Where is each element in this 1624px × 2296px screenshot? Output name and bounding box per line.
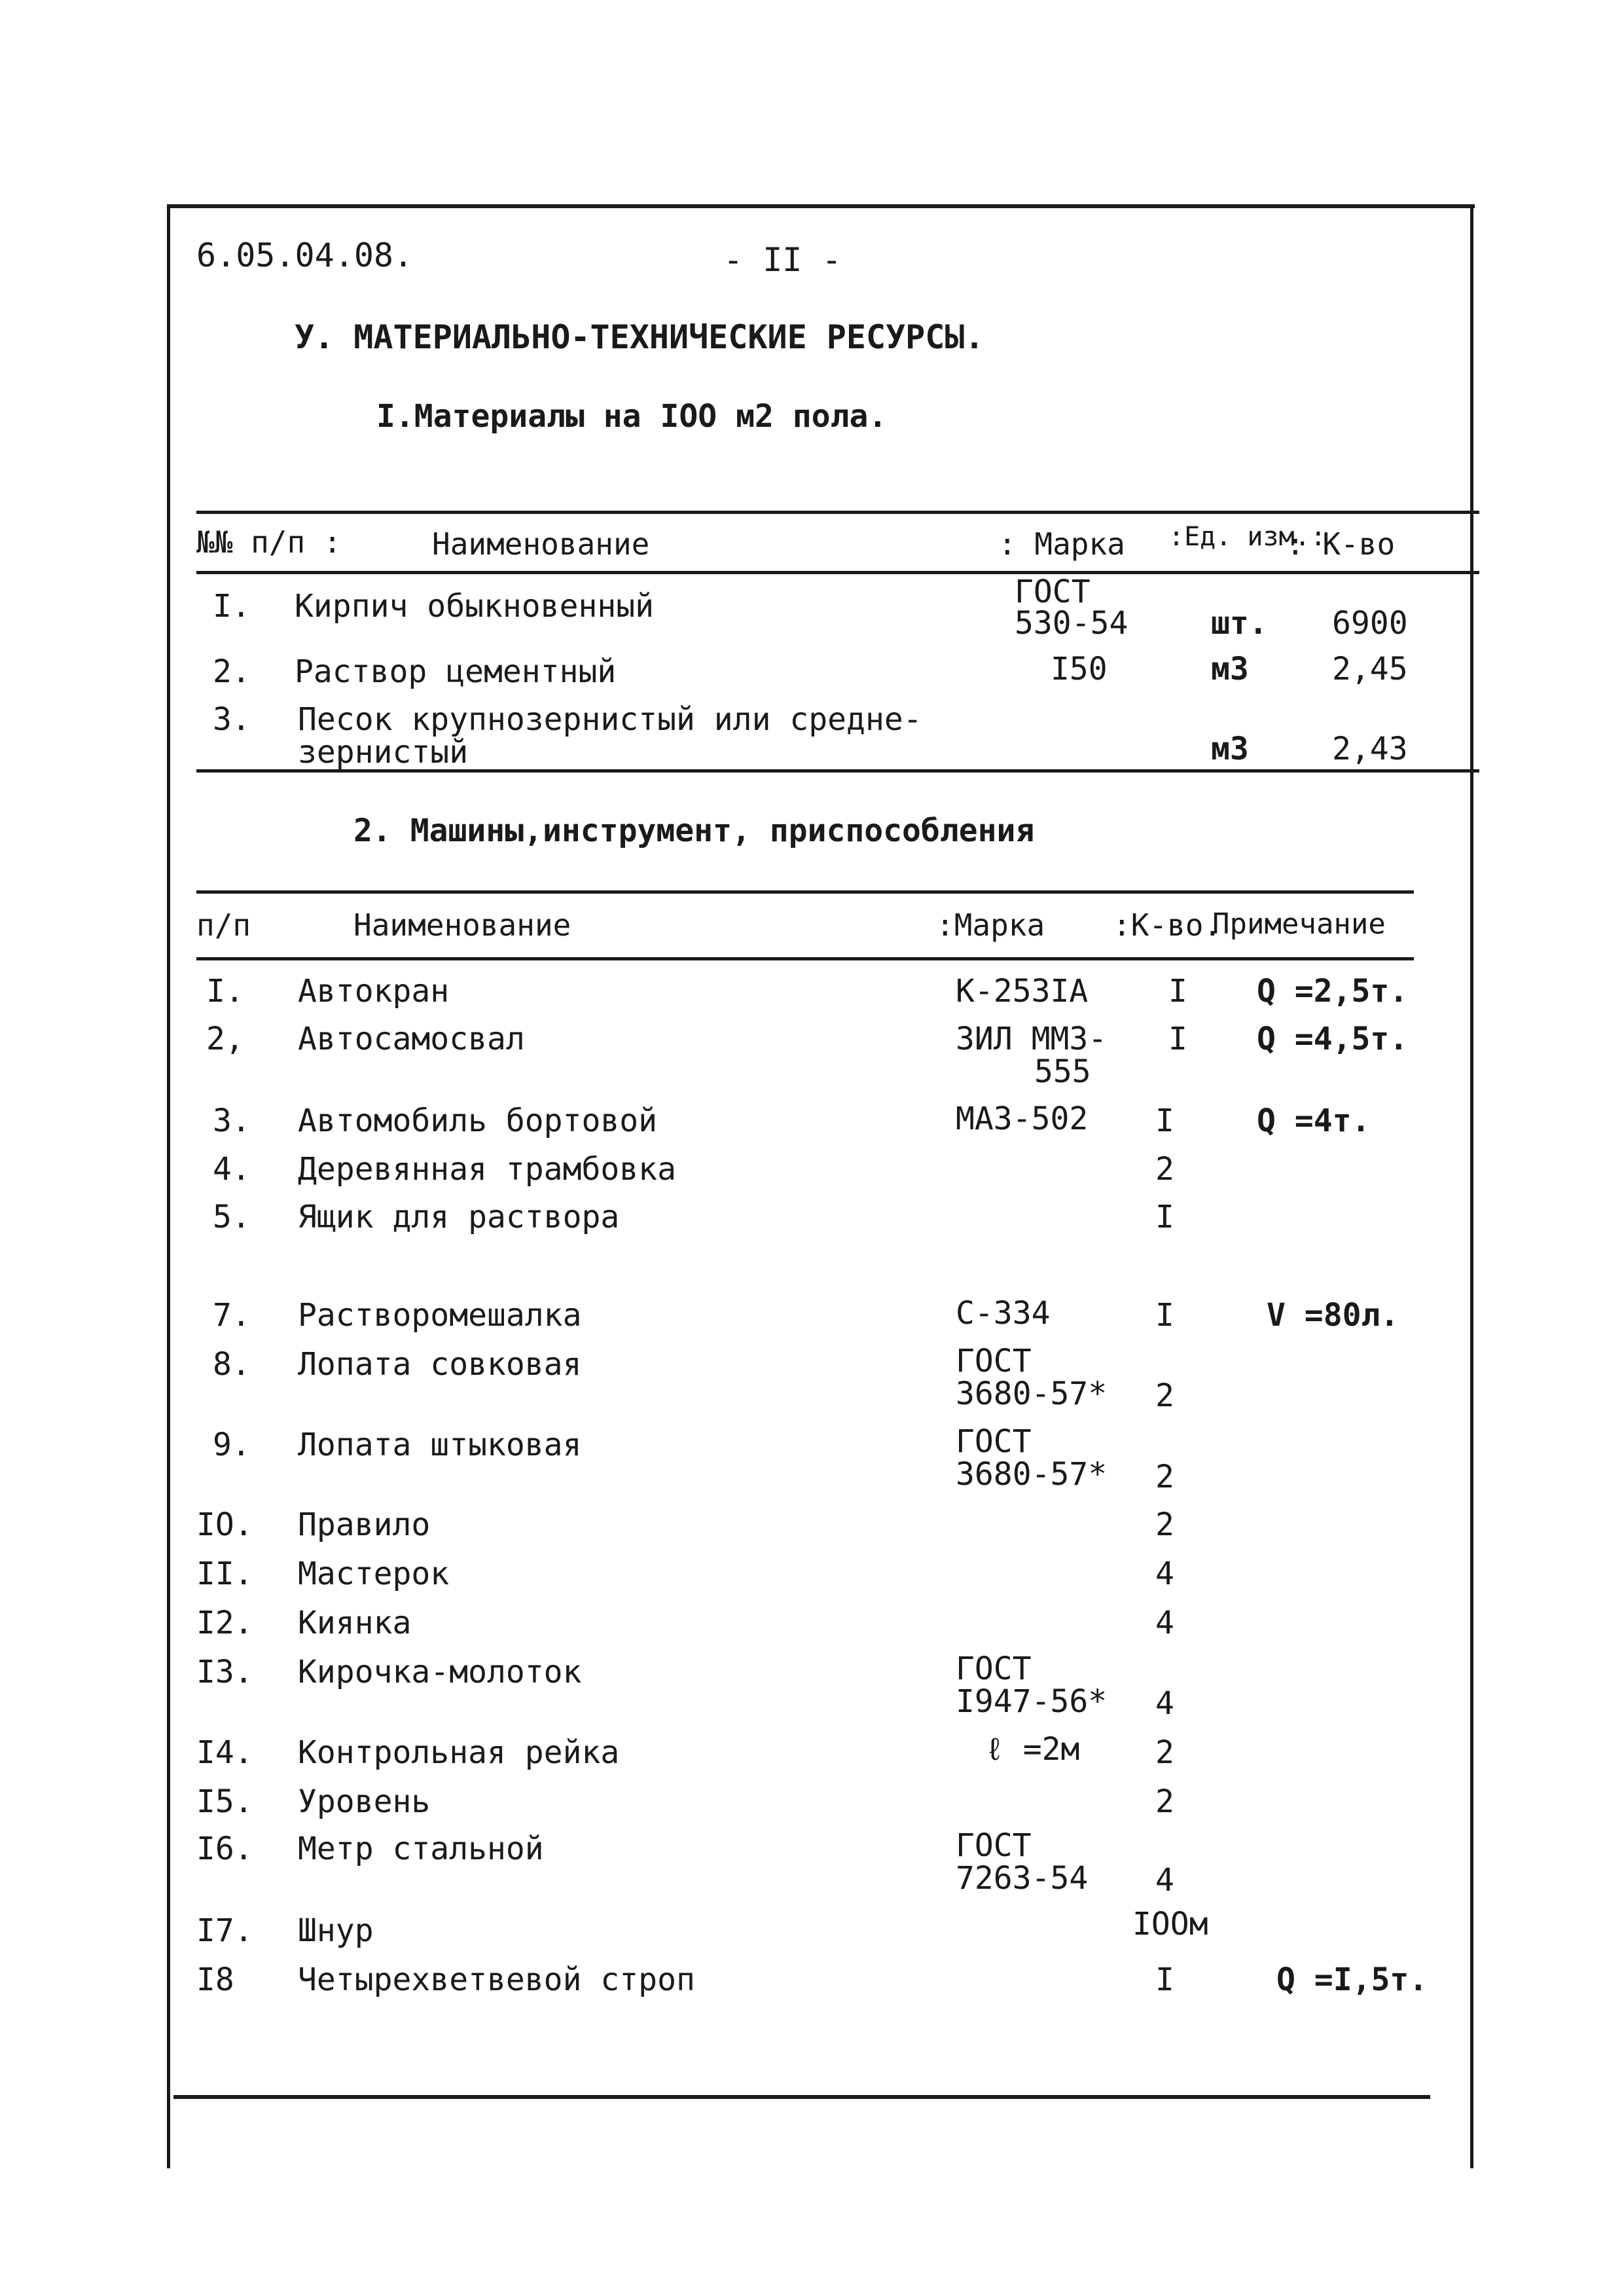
- machines-row-name: Киянка: [298, 1605, 412, 1641]
- machines-row-qty: 2: [1155, 1506, 1174, 1543]
- page-frame-left: [167, 204, 170, 2168]
- machines-col-note: Примечание: [1212, 907, 1386, 941]
- machines-row-name: Автокран: [298, 973, 450, 1010]
- machines-row-qty: 2: [1155, 1734, 1174, 1771]
- page-frame-top: [167, 204, 1475, 208]
- machines-col-name: Наименование: [353, 907, 571, 943]
- machines-row-mark: ГОСТ: [956, 1827, 1032, 1864]
- materials-row-qty: 6900: [1332, 605, 1408, 642]
- machines-row-num: I8: [196, 1961, 234, 1998]
- machines-title: 2. Машины,инструмент, приспособления: [353, 812, 1035, 849]
- machines-row-name: Шнур: [298, 1912, 374, 1949]
- machines-row-num: 5.: [213, 1199, 251, 1235]
- machines-row-name: Контрольная рейка: [298, 1734, 620, 1771]
- machines-row-name: Растворомешалка: [298, 1297, 582, 1334]
- machines-row-qty: I: [1155, 1297, 1174, 1334]
- machines-row-qty: 2: [1155, 1783, 1174, 1820]
- machines-row-mark-line2: 555: [1034, 1053, 1091, 1090]
- machines-row-qty: 2: [1155, 1377, 1174, 1414]
- machines-row-note: V =80л.: [1267, 1297, 1399, 1334]
- materials-row-name-line2: зернистый: [298, 734, 469, 771]
- machines-row-num: I2.: [196, 1605, 253, 1641]
- machines-row-qty: 2: [1155, 1459, 1174, 1495]
- machines-row-name: Метр стальной: [298, 1831, 544, 1867]
- machines-row-num: I6.: [196, 1831, 253, 1867]
- machines-row-mark: ГОСТ: [956, 1423, 1032, 1460]
- materials-row-unit: м3: [1211, 731, 1249, 767]
- machines-row-num: II.: [196, 1556, 253, 1592]
- materials-row-mark: ГОСТ: [1015, 574, 1091, 610]
- machines-row-name: Четырехветвевой строп: [298, 1961, 695, 1998]
- materials-row-name: Раствор цементный: [295, 653, 617, 690]
- machines-row-name: Лопата совковая: [298, 1346, 582, 1383]
- materials-header-bottom-rule: [196, 571, 1479, 574]
- bottom-rule: [173, 2095, 1430, 2099]
- machines-row-num: I5.: [196, 1783, 253, 1820]
- materials-row-qty: 2,43: [1332, 731, 1408, 767]
- machines-row-mark-line2: 3680-57*: [956, 1456, 1108, 1493]
- section-title: У. МАТЕРИАЛЬНО-ТЕХНИЧЕСКИЕ РЕСУРСЫ.: [295, 318, 984, 356]
- materials-col-mark: : Марка: [998, 526, 1125, 562]
- doc-code: 6.05.04.08.: [196, 236, 414, 274]
- machines-row-name: Деревянная трамбовка: [298, 1151, 676, 1188]
- machines-row-num: I3.: [196, 1654, 253, 1690]
- materials-row-mark: I50: [1051, 651, 1108, 687]
- machines-row-qty: IOOм: [1132, 1906, 1208, 1942]
- materials-col-name: Наименование: [432, 526, 650, 562]
- machines-row-qty: 4: [1155, 1605, 1174, 1641]
- machines-row-num: I7.: [196, 1912, 253, 1949]
- machines-row-mark: ЗИЛ ММЗ-: [956, 1021, 1108, 1057]
- materials-row-unit: шт.: [1211, 605, 1268, 642]
- machines-row-note: Q =4т.: [1257, 1102, 1371, 1139]
- machines-col-qty: :К-во.: [1113, 907, 1222, 943]
- machines-row-note: Q =I,5т.: [1276, 1961, 1428, 1998]
- machines-row-qty: 4: [1155, 1556, 1174, 1592]
- materials-row-num: 2.: [213, 653, 251, 690]
- machines-row-name: Уровень: [298, 1783, 431, 1820]
- machines-row-mark: МАЗ-502: [956, 1101, 1089, 1137]
- machines-row-name: Ящик для раствора: [298, 1199, 620, 1235]
- materials-title: I.Материалы на IOO м2 пола.: [376, 398, 888, 435]
- machines-row-name: Кирочка-молоток: [298, 1654, 582, 1690]
- materials-row-name: Песок крупнозернистый или средне-: [298, 701, 922, 738]
- machines-row-mark: ГОСТ: [956, 1650, 1032, 1687]
- materials-row-unit: м3: [1211, 651, 1249, 687]
- machines-row-mark-line2: 3680-57*: [956, 1376, 1108, 1412]
- machines-row-num: 8.: [213, 1346, 251, 1383]
- page-number: - II -: [723, 241, 842, 279]
- machines-row-name: Лопата штыковая: [298, 1427, 582, 1463]
- machines-header-top-rule: [196, 890, 1414, 894]
- machines-row-note: Q =2,5т.: [1257, 973, 1409, 1010]
- machines-row-qty: I: [1155, 1102, 1174, 1139]
- materials-col-unit: :Ед. изм.:: [1168, 522, 1326, 552]
- machines-col-num: п/п: [196, 907, 251, 943]
- machines-row-num: I.: [206, 973, 244, 1010]
- machines-row-mark: ℓ =2м: [985, 1731, 1080, 1768]
- machines-row-qty: 2: [1155, 1151, 1174, 1188]
- machines-row-name: Автомобиль бортовой: [298, 1102, 658, 1139]
- machines-row-note: Q =4,5т.: [1257, 1021, 1409, 1057]
- materials-header-top-rule: [196, 511, 1479, 514]
- materials-row-name: Кирпич обыкновенный: [295, 588, 655, 625]
- page-frame-right: [1470, 204, 1473, 2168]
- machines-row-num: IO.: [196, 1506, 253, 1543]
- machines-col-mark: :Марка: [936, 907, 1045, 943]
- machines-row-mark-line2: I947-56*: [956, 1683, 1108, 1720]
- machines-row-qty: I: [1168, 973, 1187, 1010]
- machines-row-mark: ГОСТ: [956, 1343, 1032, 1379]
- materials-row-num: I.: [213, 588, 251, 625]
- materials-col-qty: : К-во: [1286, 526, 1396, 562]
- materials-row-qty: 2,45: [1332, 651, 1408, 687]
- machines-row-qty: I: [1155, 1199, 1174, 1235]
- machines-row-qty: I: [1168, 1021, 1187, 1057]
- machines-row-mark: К-253IА: [956, 973, 1089, 1010]
- materials-row-num: 3.: [213, 701, 251, 738]
- machines-row-name: Автосамосвал: [298, 1021, 525, 1057]
- machines-row-qty: 4: [1155, 1685, 1174, 1722]
- materials-table-bottom-rule: [196, 769, 1479, 773]
- machines-row-mark: С-334: [956, 1295, 1051, 1332]
- machines-header-bottom-rule: [196, 957, 1414, 960]
- machines-row-num: 2,: [206, 1021, 244, 1057]
- machines-row-qty: I: [1155, 1961, 1174, 1998]
- machines-row-name: Мастерок: [298, 1556, 450, 1592]
- machines-row-num: 7.: [213, 1297, 251, 1334]
- machines-row-num: 3.: [213, 1102, 251, 1139]
- machines-row-num: I4.: [196, 1734, 253, 1771]
- machines-row-num: 4.: [213, 1151, 251, 1188]
- materials-col-num: №№ п/п :: [196, 524, 342, 560]
- machines-row-mark-line2: 7263-54: [956, 1860, 1089, 1897]
- machines-row-qty: 4: [1155, 1862, 1174, 1899]
- machines-row-num: 9.: [213, 1427, 251, 1463]
- machines-row-name: Правило: [298, 1506, 431, 1543]
- materials-row-mark-line2: 530-54: [1015, 605, 1128, 642]
